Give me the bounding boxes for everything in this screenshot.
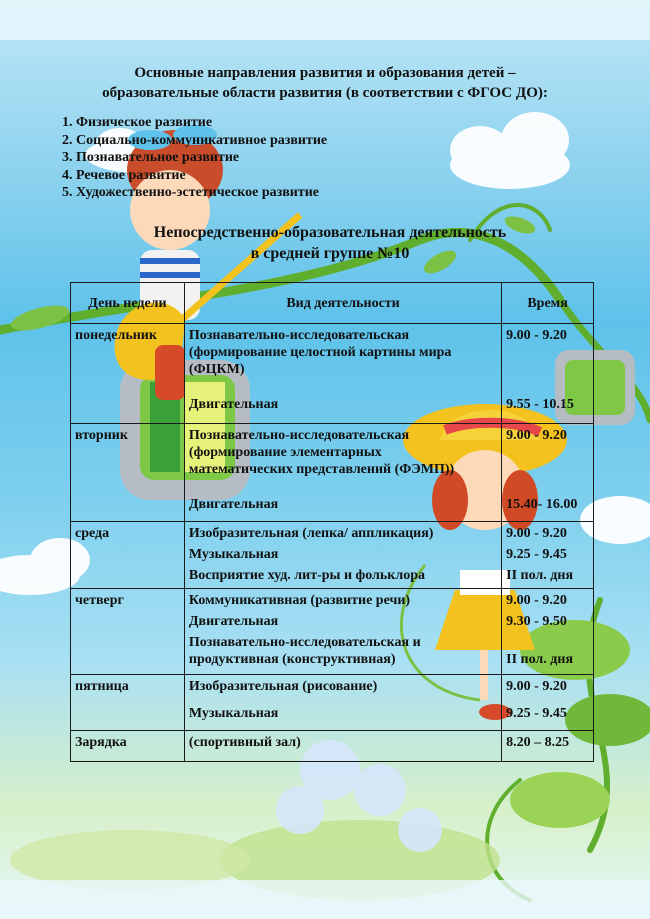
activity-text: Музыкальная — [188, 547, 279, 562]
activity-entry — [189, 678, 497, 695]
activity-text: (формирование целостной картины мира — [188, 345, 452, 360]
time-entry — [506, 396, 589, 413]
table-row — [71, 324, 594, 424]
list-item: 2. Социально-коммуникативное развитие — [62, 132, 328, 148]
activity-cell — [184, 424, 501, 522]
activity-entry — [189, 496, 497, 513]
schedule-body — [71, 324, 594, 762]
schedule-title-line-1: Непосредственно-образовательная деятельность — [153, 224, 507, 241]
column-header-time: Время — [502, 283, 594, 324]
activity-entry — [189, 592, 497, 609]
page-heading — [60, 63, 590, 103]
time-text: 15.40- 16.00 — [506, 497, 578, 512]
table-row — [71, 675, 594, 731]
activity-text: Музыкальная — [188, 706, 279, 721]
time-text: 9.25 - 9.45 — [506, 706, 567, 721]
activity-entry — [189, 734, 497, 751]
time-entry — [506, 613, 589, 630]
time-cell — [502, 675, 594, 731]
activity-text: Изобразительная (лепка/ аппликация) — [188, 526, 434, 541]
activity-text: (формирование элементарных — [188, 445, 382, 460]
activity-cell — [184, 731, 501, 762]
time-entry — [506, 327, 589, 378]
table-row — [71, 589, 594, 675]
time-text: 9.00 - 9.20 — [506, 593, 567, 608]
list-item: 5. Художественно-эстетическое развитие — [62, 185, 320, 200]
day-cell: пятница — [71, 675, 185, 731]
schedule-title-line-2: в средней группе №10 — [250, 245, 410, 262]
activity-cell — [184, 589, 501, 675]
time-text: 9.55 - 10.15 — [506, 397, 574, 412]
activity-entry — [189, 546, 497, 563]
activity-text: (ФЦКМ) — [188, 362, 245, 377]
time-entry — [506, 525, 589, 542]
list-item: 3. Познавательное развитие — [62, 150, 240, 165]
time-entry — [506, 634, 589, 668]
activity-text: Коммуникативная (развитие речи) — [188, 593, 411, 608]
activity-text: Изобразительная (рисование) — [188, 679, 378, 694]
activity-text: Двигательная — [188, 614, 279, 629]
time-entry — [506, 567, 589, 584]
activity-cell — [184, 522, 501, 589]
education-areas-list — [62, 114, 327, 202]
activity-text: Двигательная — [188, 497, 279, 512]
activity-entry — [189, 327, 497, 378]
day-cell: вторник — [71, 424, 185, 522]
activity-cell — [184, 675, 501, 731]
time-text: II пол. дня — [506, 652, 574, 667]
table-row — [71, 424, 594, 522]
list-item: 1. Физическое развитие — [62, 115, 213, 130]
time-text: 9.00 - 9.20 — [506, 328, 567, 343]
activity-entry — [189, 613, 497, 630]
time-cell — [502, 522, 594, 589]
activity-entry — [189, 427, 497, 478]
time-text: 8.20 – 8.25 — [506, 735, 570, 750]
time-entry — [506, 678, 589, 695]
time-cell — [502, 731, 594, 762]
schedule-table — [70, 282, 594, 762]
activity-text: Восприятие худ. лит-ры и фольклора — [188, 568, 425, 583]
table-row — [71, 731, 594, 762]
activity-text: Познавательно-исследовательская и — [188, 635, 421, 650]
time-text: 9.30 - 9.50 — [506, 614, 567, 629]
day-cell: Зарядка — [71, 731, 185, 762]
day-cell: понедельник — [71, 324, 185, 424]
time-entry — [506, 592, 589, 609]
time-entry — [506, 496, 589, 513]
time-entry — [506, 734, 589, 751]
time-cell — [502, 424, 594, 522]
time-entry — [506, 705, 589, 722]
activity-entry — [189, 525, 497, 542]
activity-cell — [184, 324, 501, 424]
day-cell: четверг — [71, 589, 185, 675]
table-header-row — [71, 283, 594, 324]
column-header-activity: Вид деятельности — [184, 283, 501, 324]
time-entry — [506, 546, 589, 563]
column-header-day: День недели — [71, 283, 185, 324]
activity-text: математических представлений (ФЭМП)) — [188, 462, 455, 477]
activity-text: продуктивная (конструктивная) — [188, 652, 396, 667]
activity-entry — [189, 396, 497, 413]
activity-text: Познавательно-исследовательская — [188, 428, 410, 443]
table-row — [71, 522, 594, 589]
time-text: II пол. дня — [506, 568, 574, 583]
time-text: 9.25 - 9.45 — [506, 547, 567, 562]
activity-text: Познавательно-исследовательская — [188, 328, 410, 343]
time-entry — [506, 427, 589, 478]
list-item: 4. Речевое развитие — [62, 167, 186, 183]
day-cell: среда — [71, 522, 185, 589]
activity-entry — [189, 705, 497, 722]
activity-text: (спортивный зал) — [188, 735, 301, 750]
time-text: 9.00 - 9.20 — [506, 679, 567, 694]
time-cell — [502, 589, 594, 675]
heading-line-2: образовательные области развития (в соответствии с ФГОС ДО): — [102, 85, 548, 101]
time-text: 9.00 - 9.20 — [506, 526, 567, 541]
time-cell — [502, 324, 594, 424]
time-text: 9.00 - 9.20 — [506, 428, 567, 443]
schedule-title — [100, 222, 560, 264]
heading-line-1: Основные направления развития и образования детей – — [134, 65, 516, 81]
activity-text: Двигательная — [188, 397, 279, 412]
activity-entry — [189, 567, 497, 584]
activity-entry — [189, 634, 497, 668]
